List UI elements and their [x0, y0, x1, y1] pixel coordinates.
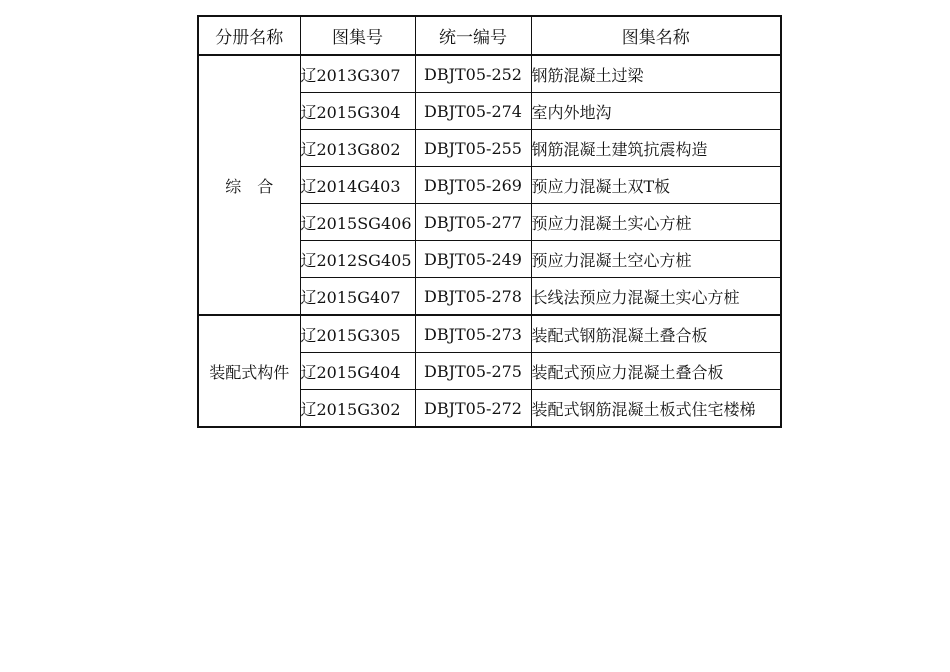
unified-number-cell: DBJT05-252	[415, 55, 531, 93]
atlas-name-cell: 钢筋混凝土建筑抗震构造	[531, 130, 781, 167]
atlas-code-cell: 辽2013G307	[300, 55, 415, 93]
header-row	[198, 16, 781, 55]
atlas-name-cell: 预应力混凝土双T板	[531, 167, 781, 204]
table-body	[198, 55, 781, 427]
atlas-code-cell: 辽2015G305	[300, 315, 415, 353]
unified-number-cell: DBJT05-274	[415, 93, 531, 130]
atlas-code-cell: 辽2014G403	[300, 167, 415, 204]
header-atlas-code: 图集号	[300, 16, 415, 55]
atlas-name-cell: 装配式预应力混凝土叠合板	[531, 353, 781, 390]
header-category: 分册名称	[198, 16, 300, 55]
category-cell: 装配式构件	[198, 315, 300, 427]
table-row	[198, 55, 781, 93]
atlas-name-cell: 装配式钢筋混凝土板式住宅楼梯	[531, 390, 781, 428]
unified-number-cell: DBJT05-272	[415, 390, 531, 428]
atlas-name-cell: 长线法预应力混凝土实心方桩	[531, 278, 781, 316]
unified-number-cell: DBJT05-269	[415, 167, 531, 204]
atlas-code-cell: 辽2015G407	[300, 278, 415, 316]
header-atlas-name: 图集名称	[531, 16, 781, 55]
atlas-code-cell: 辽2015G302	[300, 390, 415, 428]
atlas-code-cell: 辽2015SG406	[300, 204, 415, 241]
atlas-code-cell: 辽2015G404	[300, 353, 415, 390]
category-cell: 综 合	[198, 55, 300, 315]
atlas-code-cell: 辽2013G802	[300, 130, 415, 167]
atlas-name-cell: 装配式钢筋混凝土叠合板	[531, 315, 781, 353]
atlas-name-cell: 钢筋混凝土过梁	[531, 55, 781, 93]
table-header	[198, 16, 781, 55]
unified-number-cell: DBJT05-273	[415, 315, 531, 353]
atlas-name-cell: 室内外地沟	[531, 93, 781, 130]
unified-number-cell: DBJT05-277	[415, 204, 531, 241]
unified-number-cell: DBJT05-255	[415, 130, 531, 167]
atlas-code-cell: 辽2015G304	[300, 93, 415, 130]
unified-number-cell: DBJT05-278	[415, 278, 531, 316]
atlas-catalog-table	[197, 15, 782, 428]
atlas-name-cell: 预应力混凝土空心方桩	[531, 241, 781, 278]
unified-number-cell: DBJT05-249	[415, 241, 531, 278]
table-row	[198, 315, 781, 353]
header-unified-number: 统一编号	[415, 16, 531, 55]
atlas-code-cell: 辽2012SG405	[300, 241, 415, 278]
unified-number-cell: DBJT05-275	[415, 353, 531, 390]
atlas-name-cell: 预应力混凝土实心方桩	[531, 204, 781, 241]
